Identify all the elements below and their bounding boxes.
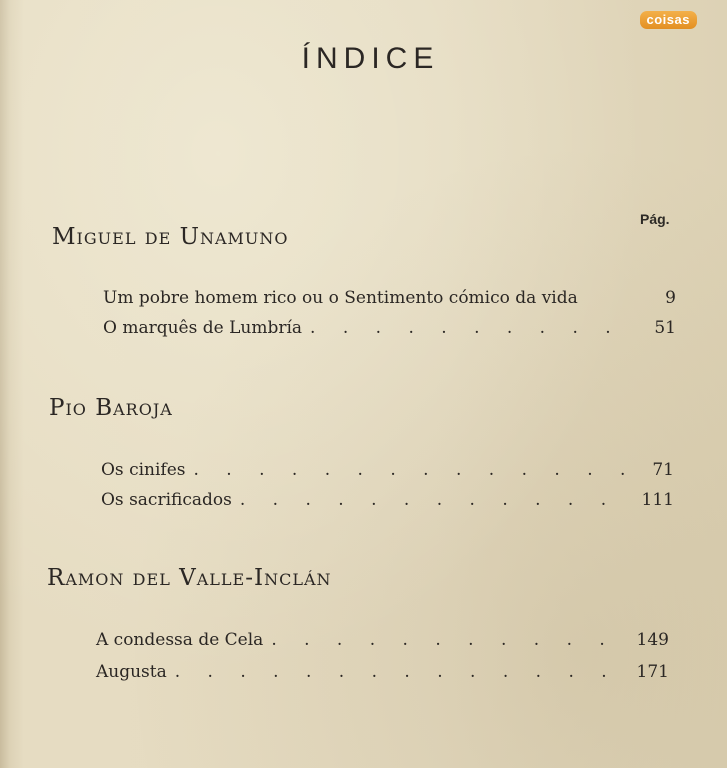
section-author: Miguel de Unamuno: [52, 224, 289, 250]
toc-entry-title: Os sacrificados: [101, 490, 232, 510]
toc-entry-page: 149: [636, 630, 669, 650]
watermark-logo: coisas: [640, 11, 697, 29]
page-title: ÍNDICE: [301, 42, 440, 75]
toc-entry-page: 71: [652, 460, 674, 480]
toc-entry: [96, 630, 669, 656]
leader-dots: [186, 460, 627, 480]
toc-entry-title: Augusta: [96, 662, 167, 682]
leader-dots: [302, 318, 628, 338]
toc-entry: [101, 460, 674, 486]
toc-entry-page: 51: [654, 318, 676, 338]
leader-dots: [167, 662, 621, 682]
toc-entry-page: 171: [636, 662, 669, 682]
section-author: Pio Baroja: [49, 395, 173, 421]
toc-entry: [103, 318, 676, 344]
toc-entry-page: 9: [665, 288, 676, 308]
section-author: Ramon del Valle-Inclán: [47, 565, 332, 591]
page-column-header: Pág.: [640, 211, 670, 227]
toc-entry: [96, 662, 669, 688]
toc-entry-page: 111: [641, 490, 674, 510]
leader-dots: [263, 630, 621, 650]
toc-entry: [103, 288, 676, 314]
toc-entry-title: Os cinifes: [101, 460, 186, 480]
toc-entry-title: A condessa de Cela: [96, 630, 264, 650]
toc-entry-title: O marquês de Lumbría: [103, 318, 303, 338]
leader-dots: [232, 490, 626, 510]
toc-entry-title: Um pobre homem rico ou o Sentimento cómico da vida: [103, 288, 578, 308]
toc-entry: [101, 490, 674, 516]
